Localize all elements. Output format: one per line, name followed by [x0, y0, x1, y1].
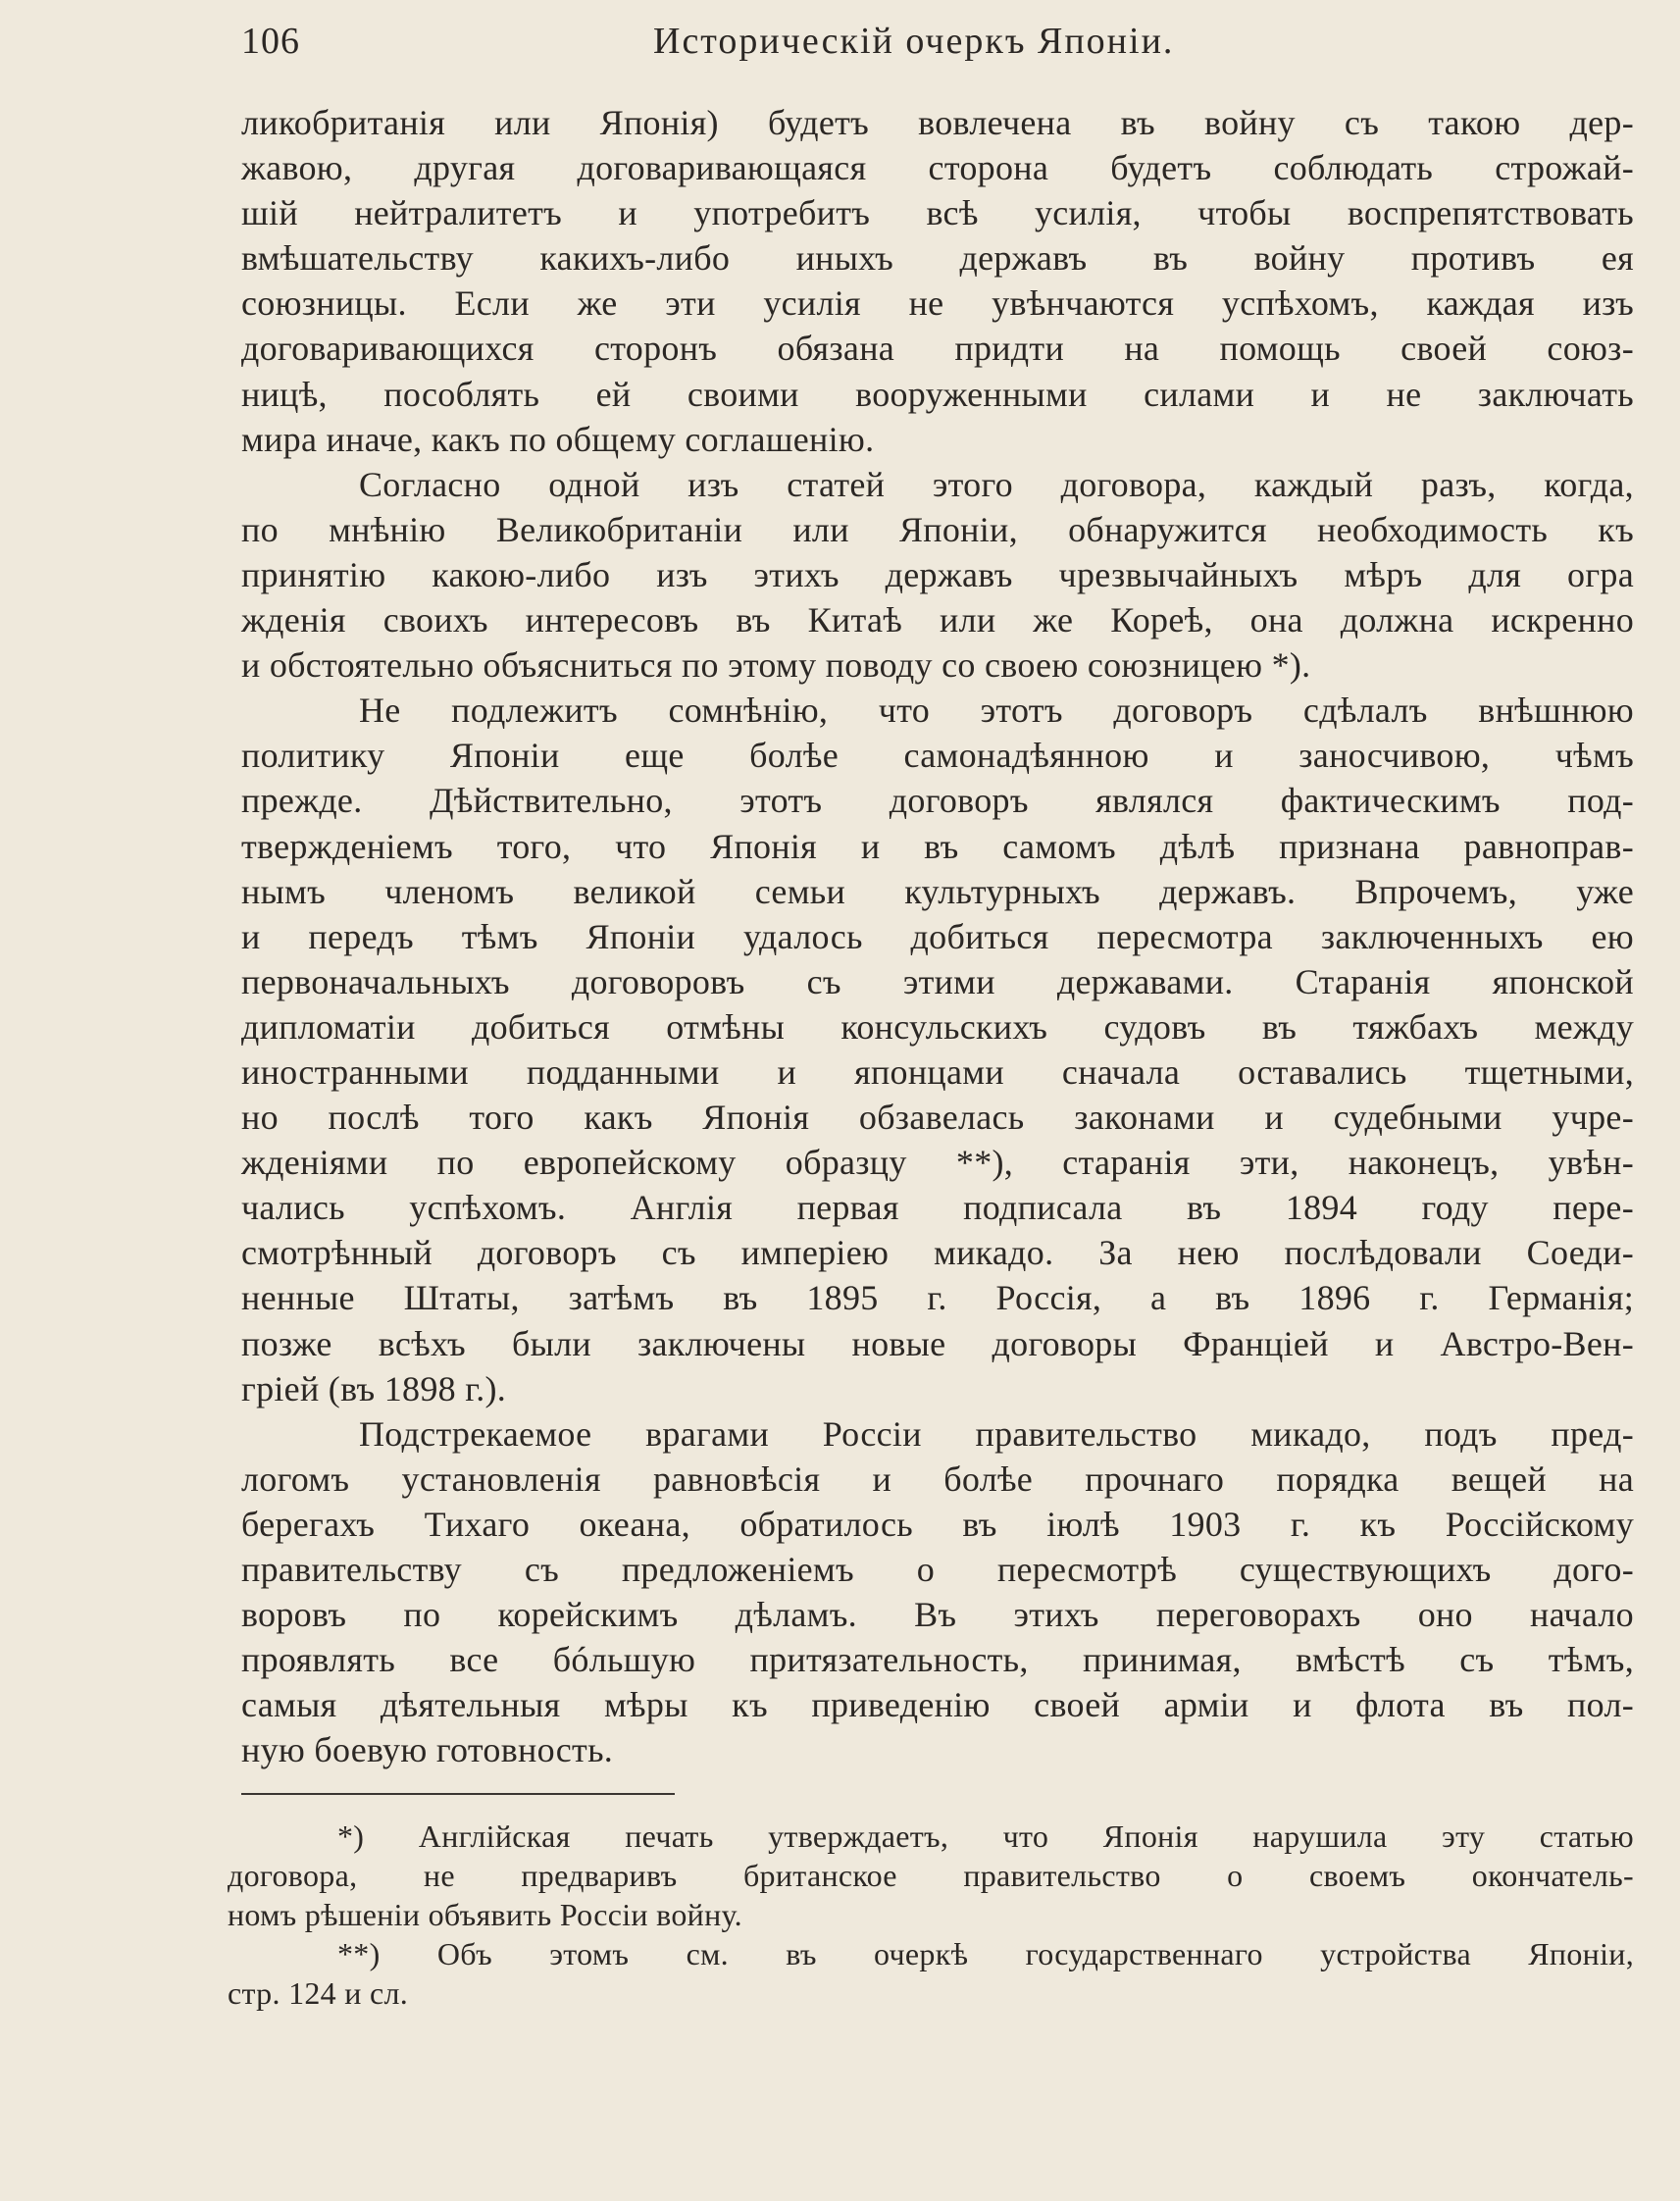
text-line: жавою, другая договаривающаяся сторона будетъ соблюдать строжай- — [241, 148, 1634, 188]
footnote-line: стр. 124 и сл. — [228, 1975, 409, 2011]
footnote-line: **) Объ этомъ см. въ очеркѣ государственнаго устройства Японіи, — [337, 1936, 1634, 1971]
text-line: воровъ по корейскимъ дѣламъ. Въ этихъ переговорахъ оно начало — [241, 1595, 1634, 1635]
text-line: ненные Штаты, затѣмъ въ 1895 г. Россія, а въ 1896 г. Германія; — [241, 1278, 1634, 1318]
footnote-line: договора, не предваривъ британское правительство о своемъ окончатель- — [228, 1858, 1634, 1893]
text-line: по мнѣнію Великобританіи или Японіи, обнаружится необходимость къ — [241, 509, 1634, 549]
text-line: прежде. Дѣйствительно, этотъ договоръ являлся фактическимъ под- — [241, 781, 1634, 821]
text-line: принятію какою-либо изъ этихъ державъ чрезвычайныхъ мѣръ для огра — [241, 554, 1634, 594]
text-line: и передъ тѣмъ Японіи удалось добиться пересмотра заключенныхъ ею — [241, 916, 1634, 956]
text-line: позже всѣхъ были заключены новые договоры Франціей и Австро-Вен- — [241, 1323, 1634, 1363]
text-line: но послѣ того какъ Японія обзавелась законами и судебными учре- — [241, 1098, 1634, 1138]
text-line: вмѣшательству какихъ-либо иныхъ державъ въ войну противъ ея — [241, 238, 1634, 279]
text-line: политику Японіи еще болѣе самонадѣянною и заносчивою, чѣмъ — [241, 736, 1634, 776]
footnote-separator — [241, 1793, 675, 1795]
text-line: Не подлежитъ сомнѣнію, что этотъ договоръ сдѣлалъ внѣшнюю — [359, 691, 1634, 731]
page-number: 106 — [241, 21, 300, 62]
text-line: мира иначе, какъ по общему соглашенію. — [241, 419, 875, 459]
text-line: Согласно одной изъ статей этого договора, каждый разъ, когда, — [359, 464, 1634, 504]
text-line: жденіями по европейскому образцу **), старанія эти, наконецъ, увѣн- — [241, 1143, 1634, 1183]
text-line: логомъ установленія равновѣсія и болѣе прочнаго порядка вещей на — [241, 1459, 1634, 1499]
footnote-line: *) Англійская печать утверждаетъ, что Японія нарушила эту статью — [337, 1818, 1634, 1854]
running-head — [241, 20, 1634, 69]
text-line: ницѣ, пособлять ей своими вооруженными силами и не заключать — [241, 374, 1634, 414]
text-line: нымъ членомъ великой семьи культурныхъ державъ. Впрочемъ, уже — [241, 871, 1634, 911]
running-title: Историческій очеркъ Японіи. — [653, 21, 1175, 62]
text-line: самыя дѣятельныя мѣры къ приведенію своей арміи и флота въ пол- — [241, 1685, 1634, 1725]
text-line: жденія своихъ интересовъ въ Китаѣ или же Кореѣ, она должна искренно — [241, 600, 1634, 640]
text-line: правительству съ предложеніемъ о пересмотрѣ существующихъ дого- — [241, 1550, 1634, 1589]
text-line: ликобританія или Японія) будетъ вовлечена въ войну съ такою дер- — [241, 103, 1634, 142]
text-line: иностранными подданными и японцами сначала оставались тщетными, — [241, 1051, 1634, 1092]
text-line: берегахъ Тихаго океана, обратилось въ іюлѣ 1903 г. къ Россійскому — [241, 1504, 1634, 1544]
text-line: шій нейтралитетъ и употребитъ всѣ усилія, чтобы воспрепятствовать — [241, 193, 1634, 233]
text-line: гріей (въ 1898 г.). — [241, 1368, 507, 1408]
text-line: проявлять все бóльшую притязательность, принимая, вмѣстѣ съ тѣмъ, — [241, 1640, 1634, 1680]
text-line: первоначальныхъ договоровъ съ этими державами. Старанія японской — [241, 961, 1634, 1001]
text-line: твержденіемъ того, что Японія и въ самомъ дѣлѣ признана равноправ- — [241, 826, 1634, 866]
text-line: союзницы. Если же эти усилія не увѣнчаются успѣхомъ, каждая изъ — [241, 283, 1634, 324]
text-line: смотрѣнный договоръ съ имперіею микадо. За нею послѣдовали Соеди- — [241, 1233, 1634, 1273]
text-line: чались успѣхомъ. Англія первая подписала въ 1894 году пере- — [241, 1188, 1634, 1228]
text-line: ную боевую готовность. — [241, 1730, 614, 1770]
footnote-line: номъ рѣшеніи объявить Россіи войну. — [228, 1897, 742, 1932]
footnotes — [228, 1817, 1634, 2013]
text-line: и обстоятельно объясниться по этому поводу со своею союзницею *). — [241, 645, 1311, 686]
text-line: дипломатіи добиться отмѣны консульскихъ судовъ въ тяжбахъ между — [241, 1006, 1634, 1047]
body-text — [241, 100, 1634, 1772]
text-line: договаривающихся сторонъ обязана придти на помощь своей союз- — [241, 329, 1634, 369]
text-line: Подстрекаемое врагами Россіи правительство микадо, подъ пред- — [359, 1413, 1634, 1454]
